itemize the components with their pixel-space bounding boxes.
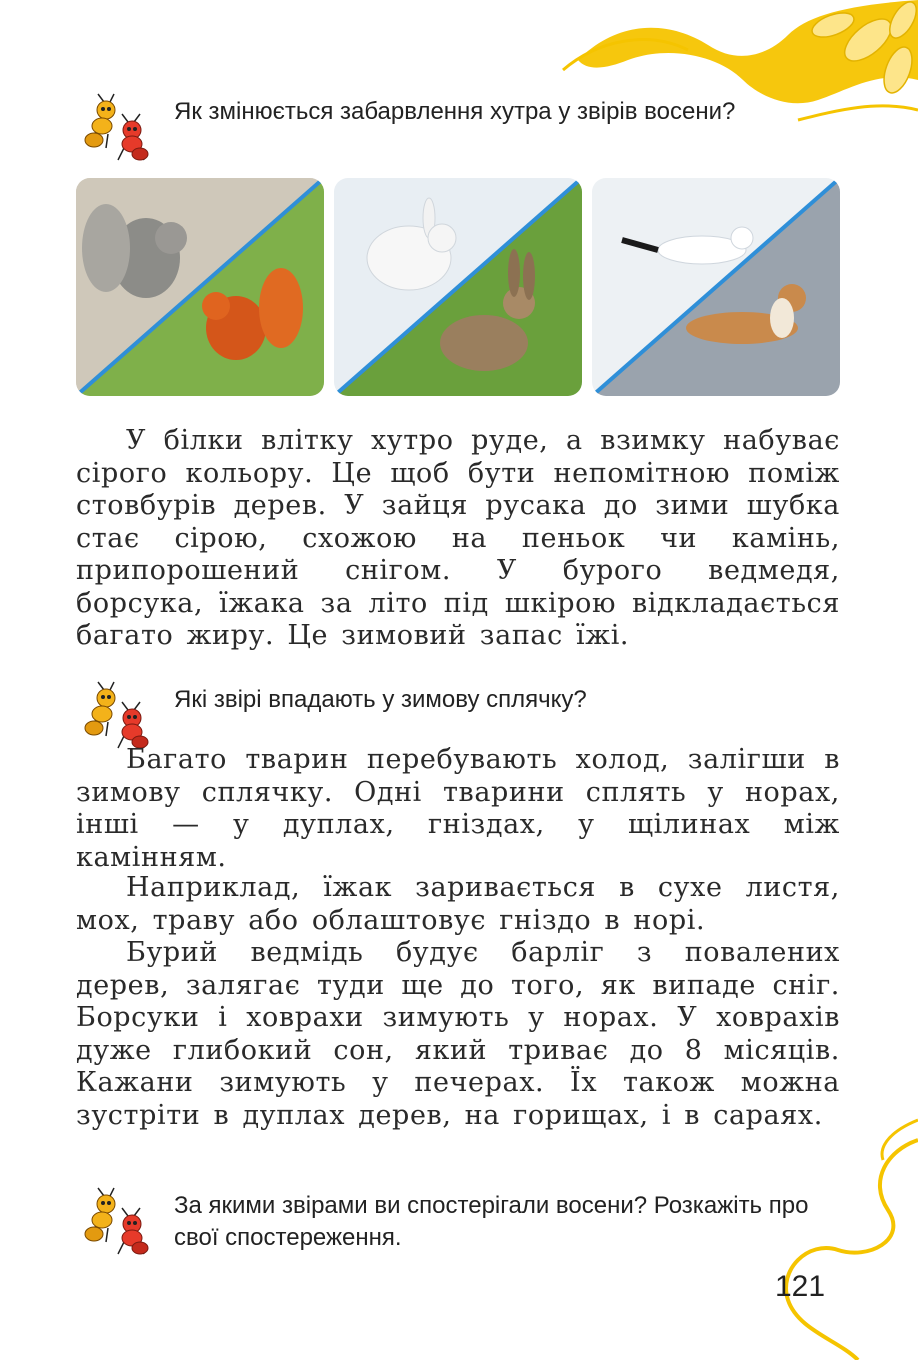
- paragraph-bear: Бурий ведмідь будує барліг з повалених дерев, залягає туди ще до того, як випаде сніг. Борсуки і ховрахи зимують у норах. У ховрахів дуже глибокий сон, який триває до 8 місяців. Кажани зимують у печерах. Їх також можна зустріти в дуплах дерев, на горищах, і в сараях.: [76, 937, 840, 1131]
- stoat-photo: [592, 178, 840, 396]
- question-text: За якими звірами ви спостерігали восени? Розкажіть про свої спостереження.: [174, 1192, 809, 1251]
- question-2: [78, 680, 854, 752]
- ants-mascot-icon: [78, 1186, 158, 1258]
- hare-photo: [334, 178, 582, 396]
- paragraph-fur-color: У білки влітку хутро руде, а взимку набуває сірого кольору. Це щоб бути непомітною поміж стовбурів дерев. У зайця русака до зими шубка стає сірою, схожою на пеньок чи камінь, припорошений снігом. У бурого ведмедя, борсука, їжака за літо під шкірою відкладається багато жиру. Це зимовий запас їжі.: [76, 425, 840, 651]
- ants-mascot-icon: [78, 680, 158, 752]
- ants-mascot-icon: [78, 92, 158, 164]
- paragraph-hibernation: Багато тварин перебувають холод, залігши в зимову сплячку. Одні тварини сплять у норах, інші — у дуплах, гніздах, у щілинах між камінням.: [76, 744, 840, 873]
- paragraph-hedgehog: Наприклад, їжак заривається в сухе листя, мох, траву або облаштовує гніздо в норі.: [76, 872, 840, 936]
- question-1: [78, 92, 854, 164]
- decorative-swirl-bottom: [718, 1100, 918, 1360]
- squirrel-photo: [76, 178, 324, 396]
- photo-row: [76, 178, 840, 398]
- page-number: 121: [774, 1270, 826, 1303]
- question-text: Як змінюється забарвлення хутра у звірів восени?: [174, 98, 736, 125]
- question-text: Які звірі впадають у зимову сплячку?: [174, 686, 587, 713]
